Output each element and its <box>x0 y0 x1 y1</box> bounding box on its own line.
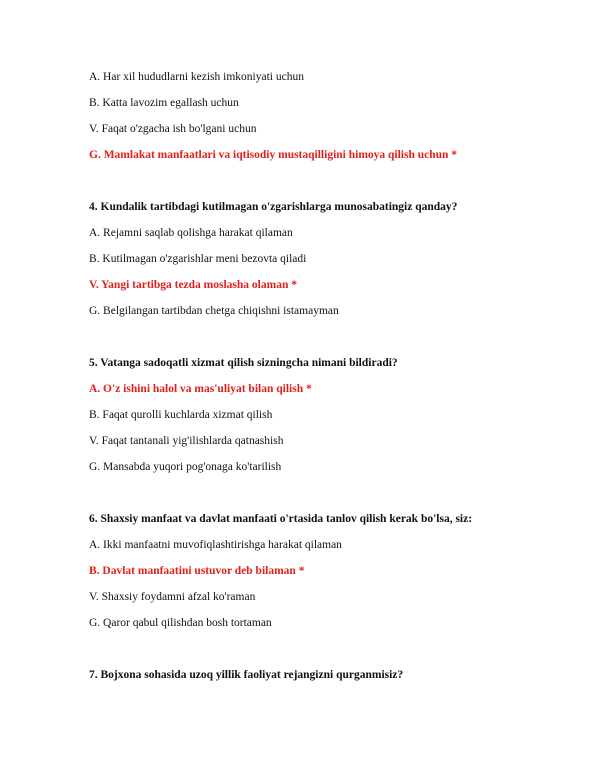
option-4-v-correct: V. Yangi tartibga tezda moslasha olaman * <box>89 279 297 291</box>
option-4-g: G. Belgilangan tartibdan chetga chiqishni istamayman <box>89 305 339 317</box>
option-5-v: V. Faqat tantanali yig'ilishlarda qatnashish <box>89 435 284 447</box>
option-6-v: V. Shaxsiy foydamni afzal ko'raman <box>89 591 256 603</box>
option-5-g: G. Mansabda yuqori pog'onaga ko'tarilish <box>89 461 282 473</box>
question-5: 5. Vatanga sadoqatli xizmat qilish sizningcha nimani bildiradi? <box>89 357 398 369</box>
option-5-a-correct: A. O'z ishini halol va mas'uliyat bilan qilish * <box>89 383 312 395</box>
question-6: 6. Shaxsiy manfaat va davlat manfaati o'rtasida tanlov qilish kerak bo'lsa, siz: <box>89 513 473 525</box>
question-7: 7. Bojxona sohasida uzoq yillik faoliyat rejangizni qurganmisiz? <box>89 669 404 681</box>
option-3-a: A. Har xil hududlarni kezish imkoniyati uchun <box>89 71 304 83</box>
option-6-g: G. Qaror qabul qilishdan bosh tortaman <box>89 617 272 629</box>
option-5-b: B. Faqat qurolli kuchlarda xizmat qilish <box>89 409 273 421</box>
option-3-b: B. Katta lavozim egallash uchun <box>89 97 239 109</box>
option-4-a: A. Rejamni saqlab qolishga harakat qilaman <box>89 227 293 239</box>
question-4: 4. Kundalik tartibdagi kutilmagan o'zgarishlarga munosabatingiz qanday? <box>89 201 458 213</box>
option-6-b-correct: B. Davlat manfaatini ustuvor deb bilaman * <box>89 565 305 577</box>
option-3-v: V. Faqat o'zgacha ish bo'lgani uchun <box>89 123 257 135</box>
option-4-b: B. Kutilmagan o'zgarishlar meni bezovta qiladi <box>89 253 307 265</box>
option-3-g-correct: G. Mamlakat manfaatlari va iqtisodiy mustaqilligini himoya qilish uchun * <box>89 149 458 161</box>
option-6-a: A. Ikki manfaatni muvofiqlashtirishga harakat qilaman <box>89 539 342 551</box>
